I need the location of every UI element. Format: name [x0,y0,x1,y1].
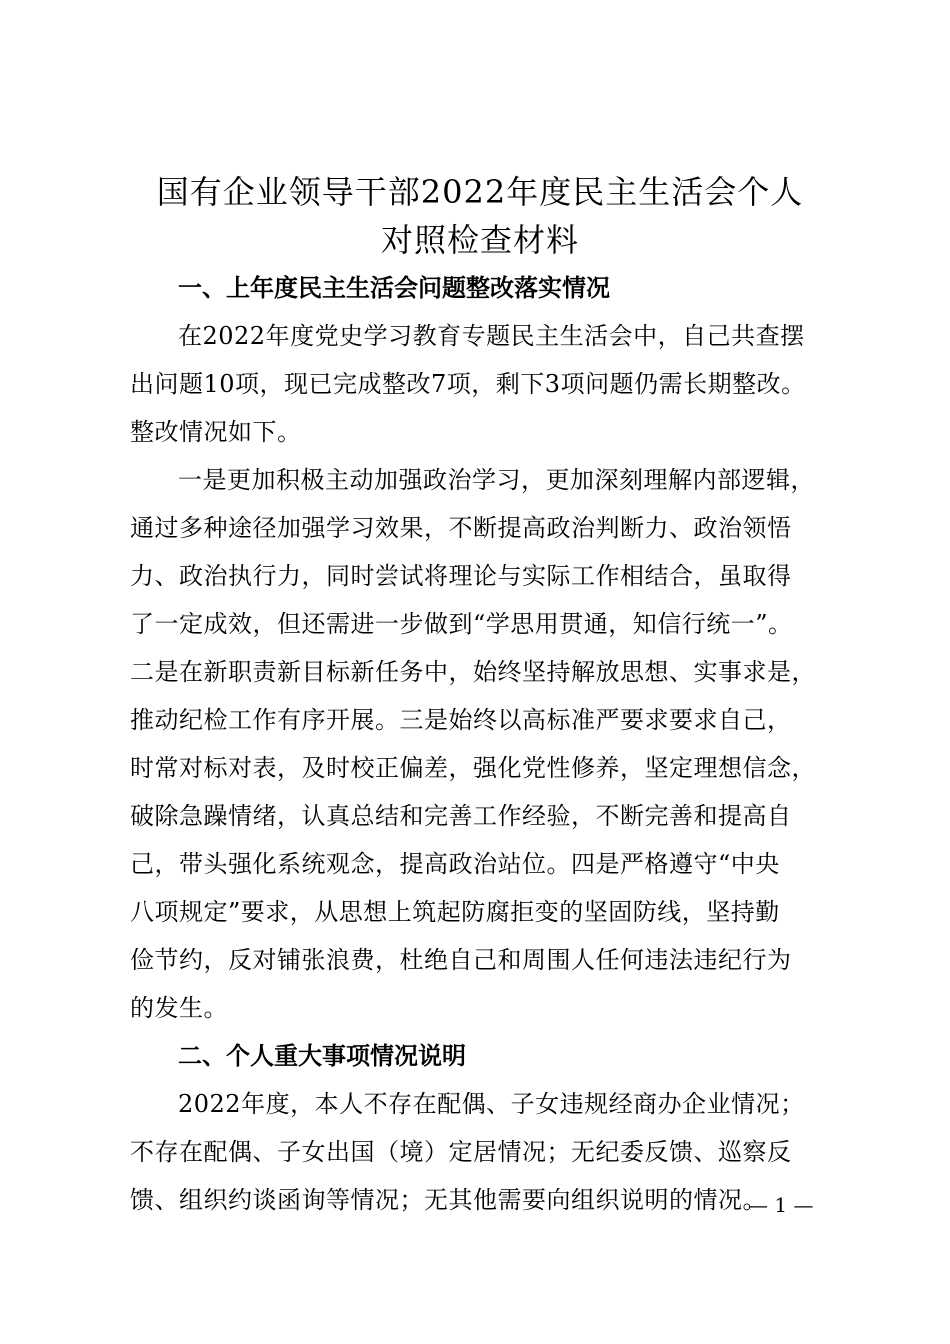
section-1-paragraph-2-line: 一是更加积极主动加强政治学习，更加深刻理解内部逻辑， [178,466,815,494]
section-2-paragraph-line: 不存在配偶、子女出国（境）定居情况；无纪委反馈、巡察反 [130,1138,792,1166]
section-1-heading: 一、上年度民主生活会问题整改落实情况 [178,274,610,302]
document-title-line-2: 对照检查材料 [380,221,579,259]
section-1-paragraph-2-line: 了一定成效，但还需进一步做到“学思用贯通，知信行统一”。 [130,610,793,638]
page-number: — 1 — [748,1193,814,1217]
section-1-paragraph-2-line: 破除急躁情绪，认真总结和完善工作经验，不断完善和提高自 [130,802,792,830]
section-1-paragraph-2-line: 通过多种途径加强学习效果，不断提高政治判断力、政治领悟 [130,514,792,542]
section-1-paragraph-2-line: 时常对标对表，及时校正偏差，强化党性修养，坚定理想信念， [130,754,816,782]
section-2-heading: 二、个人重大事项情况说明 [178,1042,466,1070]
section-1-paragraph-2-line: 推动纪检工作有序开展。三是始终以高标准严要求要求自己， [130,706,792,734]
section-1-paragraph-1-line: 在2022年度党史学习教育专题民主生活会中，自己共查摆 [178,322,805,350]
section-1-paragraph-2-line: 己，带头强化系统观念，提高政治站位。四是严格遵守“中央 [130,850,780,878]
section-1-paragraph-1-line: 出问题10项，现已完成整改7项，剩下3项问题仍需长期整改。 [130,370,806,398]
document-title-line-1: 国有企业领导干部2022年度民主生活会个人 [156,173,804,211]
section-1-paragraph-2-line: 的发生。 [130,994,228,1022]
section-1-paragraph-2-line: 力、政治执行力，同时尝试将理论与实际工作相结合，虽取得 [130,562,792,590]
section-1-paragraph-2-line: 八项规定”要求，从思想上筑起防腐拒变的坚固防线，坚持勤 [130,898,780,926]
section-2-paragraph-line: 馈、组织约谈函询等情况；无其他需要向组织说明的情况。 [130,1186,767,1214]
section-2-paragraph-line: 2022年度，本人不存在配偶、子女违规经商办企业情况； [178,1090,805,1118]
section-1-paragraph-1-line: 整改情况如下。 [130,418,302,446]
section-1-paragraph-2-line: 二是在新职责新目标新任务中，始终坚持解放思想、实事求是， [130,658,816,686]
section-1-paragraph-2-line: 俭节约，反对铺张浪费，杜绝自己和周围人任何违法违纪行为 [130,946,792,974]
